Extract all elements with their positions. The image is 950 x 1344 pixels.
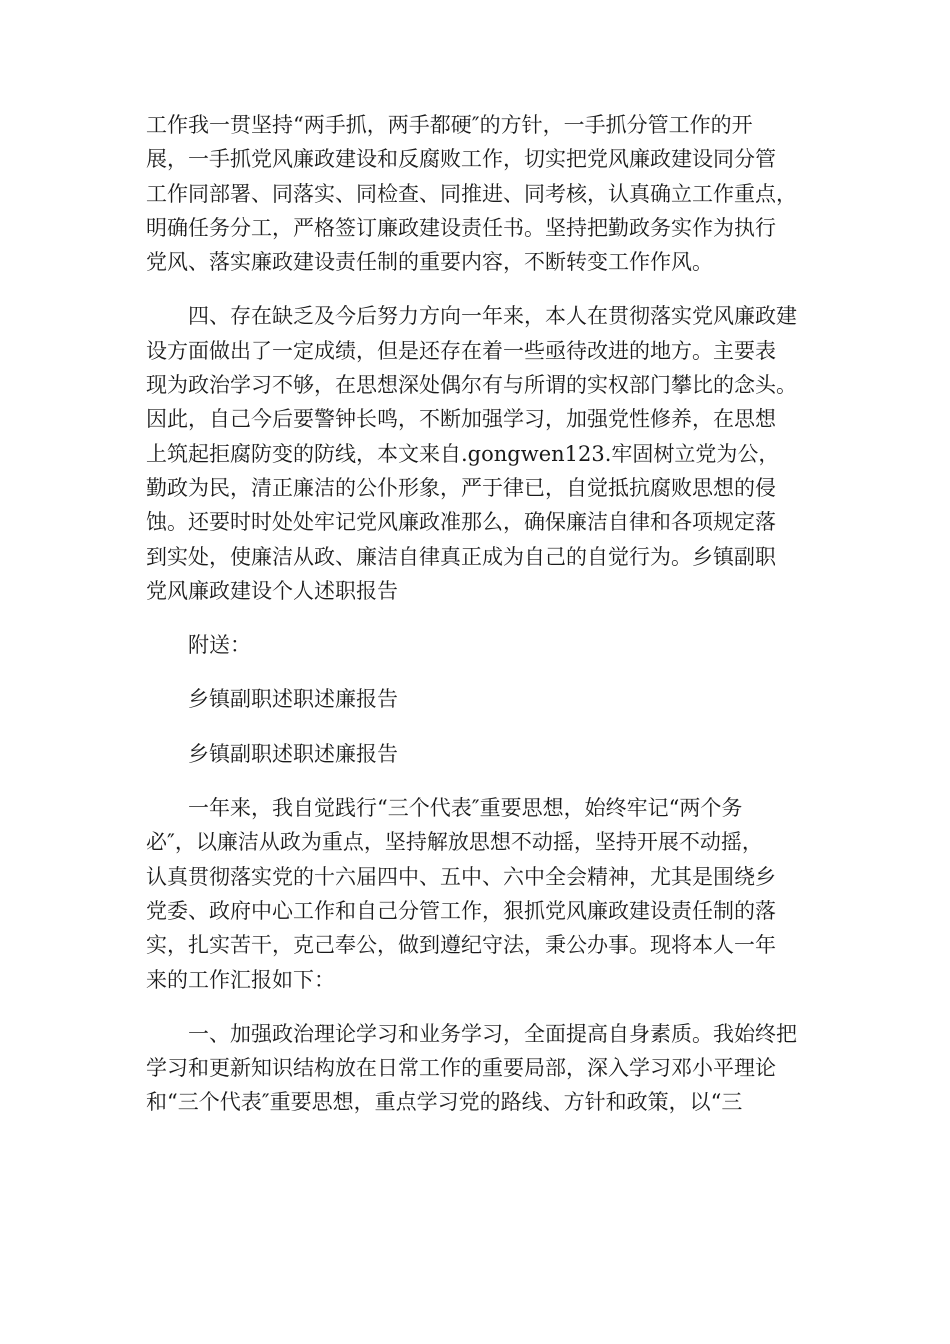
text-line: 一年来，我自觉践行“三个代表″重要思想，始终牢记“两个务 xyxy=(188,796,743,821)
text-line: 党风廉政建设个人述职报告 xyxy=(146,578,398,603)
text-line: 到实处，使廉洁从政、廉洁自律真正成为自己的自觉行为。乡镇副职 xyxy=(146,544,776,569)
text-line: 上筑起拒腐防变的防线，本文来自.gongwen123.牢固树立党为公， xyxy=(146,441,780,466)
paragraph-appendix-label xyxy=(146,628,806,662)
paragraph-shortcomings xyxy=(146,299,806,608)
text-line: 来的工作汇报如下： xyxy=(146,967,335,992)
text-line: 勤政为民，清正廉洁的公仆形象，严于律已，自觉抵抗腐败思想的侵 xyxy=(146,475,776,500)
text-line: 认真贯彻落实党的十六届四中、五中、六中全会精神，尤其是围绕乡 xyxy=(146,864,776,889)
paragraph-report-title xyxy=(146,682,806,716)
text-line: 明确任务分工，严格签订廉政建设责任书。坚持把勤政务实作为执行 xyxy=(146,215,776,240)
text-line: 一、加强政治理论学习和业务学习，全面提高自身素质。我始终把 xyxy=(188,1021,797,1046)
text-line: 展，一手抓党风廉政建设和反腐败工作，切实把党风廉政建设同分管 xyxy=(146,147,776,172)
text-line: 党风、落实廉政建设责任制的重要内容，不断转变工作作风。 xyxy=(146,250,713,275)
document-page xyxy=(146,108,806,1140)
text-line: 四、存在缺乏及今后努力方向一年来，本人在贯彻落实党风廉政建 xyxy=(188,304,797,329)
text-line: 工作我一贯坚持“两手抓，两手都硬″的方针，一手抓分管工作的开 xyxy=(146,113,753,137)
text-line: 蚀。还要时时处处牢记党风廉政准那么，确保廉洁自律和各项规定落 xyxy=(146,510,776,535)
text-line: 必″，以廉洁从政为重点，坚持解放思想不动摇，坚持开展不动摇， xyxy=(146,830,763,855)
text-line: 设方面做出了一定成绩，但是还存在着一些亟待改进的地方。主要表 xyxy=(146,338,776,363)
text-line: 乡镇副职述职述廉报告 xyxy=(188,687,398,712)
text-line: 党委、政府中心工作和自己分管工作，狠抓党风廉政建设责任制的落 xyxy=(146,898,776,923)
text-line: 和“三个代表″重要思想，重点学习党的路线、方针和政策，以“三 xyxy=(146,1090,743,1115)
text-line: 附送： xyxy=(188,633,251,658)
paragraph-section-one xyxy=(146,1017,806,1120)
paragraph-report-title-repeat xyxy=(146,737,806,771)
paragraph-intro xyxy=(146,791,806,997)
text-line: 工作同部署、同落实、同检查、同推进、同考核，认真确立工作重点， xyxy=(146,181,797,206)
text-line: 现为政治学习不够，在思想深处偶尔有与所谓的实权部门攀比的念头。 xyxy=(146,373,797,398)
text-line: 乡镇副职述职述廉报告 xyxy=(188,741,398,766)
text-line: 实，扎实苦干，克己奉公，做到遵纪守法，秉公办事。现将本人一年 xyxy=(146,933,776,958)
text-line: 学习和更新知识结构放在日常工作的重要局部，深入学习邓小平理论 xyxy=(146,1056,776,1081)
text-line: 因此，自己今后要警钟长鸣，不断加强学习，加强党性修养，在思想 xyxy=(146,407,776,432)
paragraph-work-policy xyxy=(146,108,806,279)
